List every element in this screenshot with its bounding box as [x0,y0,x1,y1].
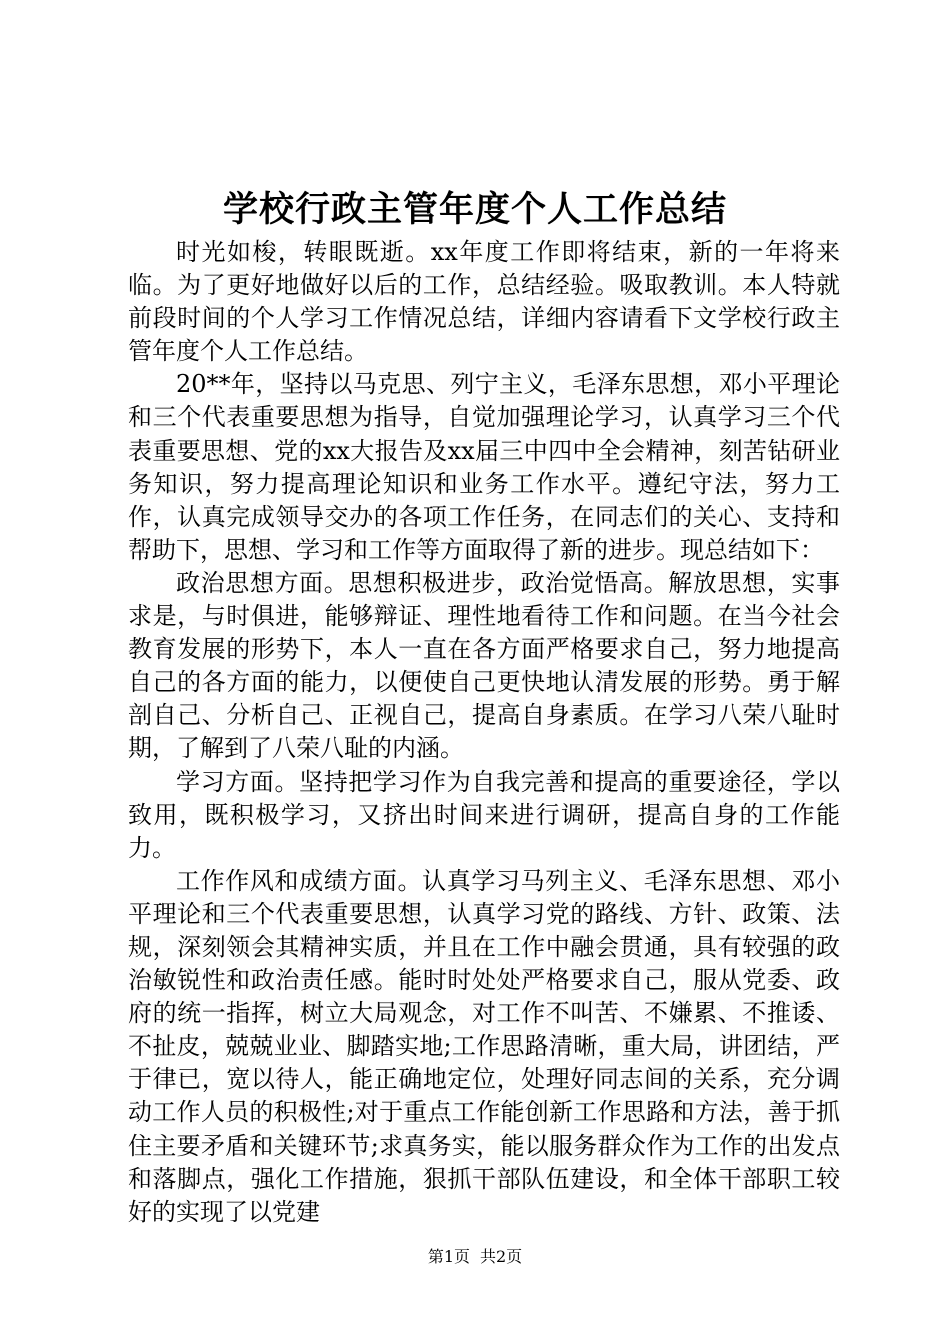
paragraph-work-style: 工作作风和成绩方面。认真学习马列主义、毛泽东思想、邓小平理论和三个代表重要思想，认真学习党的路线、方针、政策、法规，深刻领会其精神实质，并且在工作中融会贯通，具有较强的政治敏锐性和政治责任感。能时时处处严格要求自己，服从党委、政府的统一指挥，树立大局观念，对工作不叫苦、不嫌累、不推诿、不扯皮，兢兢业业、脚踏实地;工作思路清晰，重大局，讲团结，严于律已，宽以待人，能正确地定位，处理好同志间的关系，充分调动工作人员的积极性;对于重点工作能创新工作思路和方法，善于抓住主要矛盾和关键环节;求真务实，能以服务群众作为工作的出发点和落脚点，强化工作措施，狠抓干部队伍建设，和全体干部职工较好的实现了以党建 [128,866,840,1226]
page-footer [0,1245,950,1269]
paragraph-political: 政治思想方面。思想积极进步，政治觉悟高。解放思想，实事求是，与时俱进，能够辩证、理性地看待工作和问题。在当今社会教育发展的形势下，本人一直在各方面严格要求自己，努力地提高自己的各方面的能力，以便使自己更快地认清发展的形势。勇于解剖自己、分析自己、正视自己，提高自身素质。在学习八荣八耻时期，了解到了八荣八耻的内涵。 [128,568,840,763]
document-title: 学校行政主管年度个人工作总结 [222,189,727,230]
paragraph-overview: 20**年，坚持以马克思、列宁主义，毛泽东思想，邓小平理论和三个代表重要思想为指导，自觉加强理论学习，认真学习三个代表重要思想、党的xx大报告及xx届三中四中全会精神，刻苦钻研业务知识，努力提高理论知识和业务工作水平。遵纪守法，努力工作，认真完成领导交办的各项工作任务，在同志们的关心、支持和帮助下，思想、学习和工作等方面取得了新的进步。现总结如下： [128,370,840,564]
page-total: 共2页 [480,1247,523,1266]
paragraph-study: 学习方面。坚持把学习作为自我完善和提高的重要途径，学以致用，既积极学习，又挤出时间来进行调研，提高自身的工作能力。 [128,767,840,862]
paragraph-intro: 时光如梭，转眼既逝。xx年度工作即将结束，新的一年将来临。为了更好地做好以后的工作，总结经验。吸取教训。本人特就前段时间的个人学习工作情况总结，详细内容请看下文学校行政主管年度个人工作总结。 [128,238,840,366]
document-body [128,236,840,1229]
page-number: 第1页 [427,1247,470,1266]
